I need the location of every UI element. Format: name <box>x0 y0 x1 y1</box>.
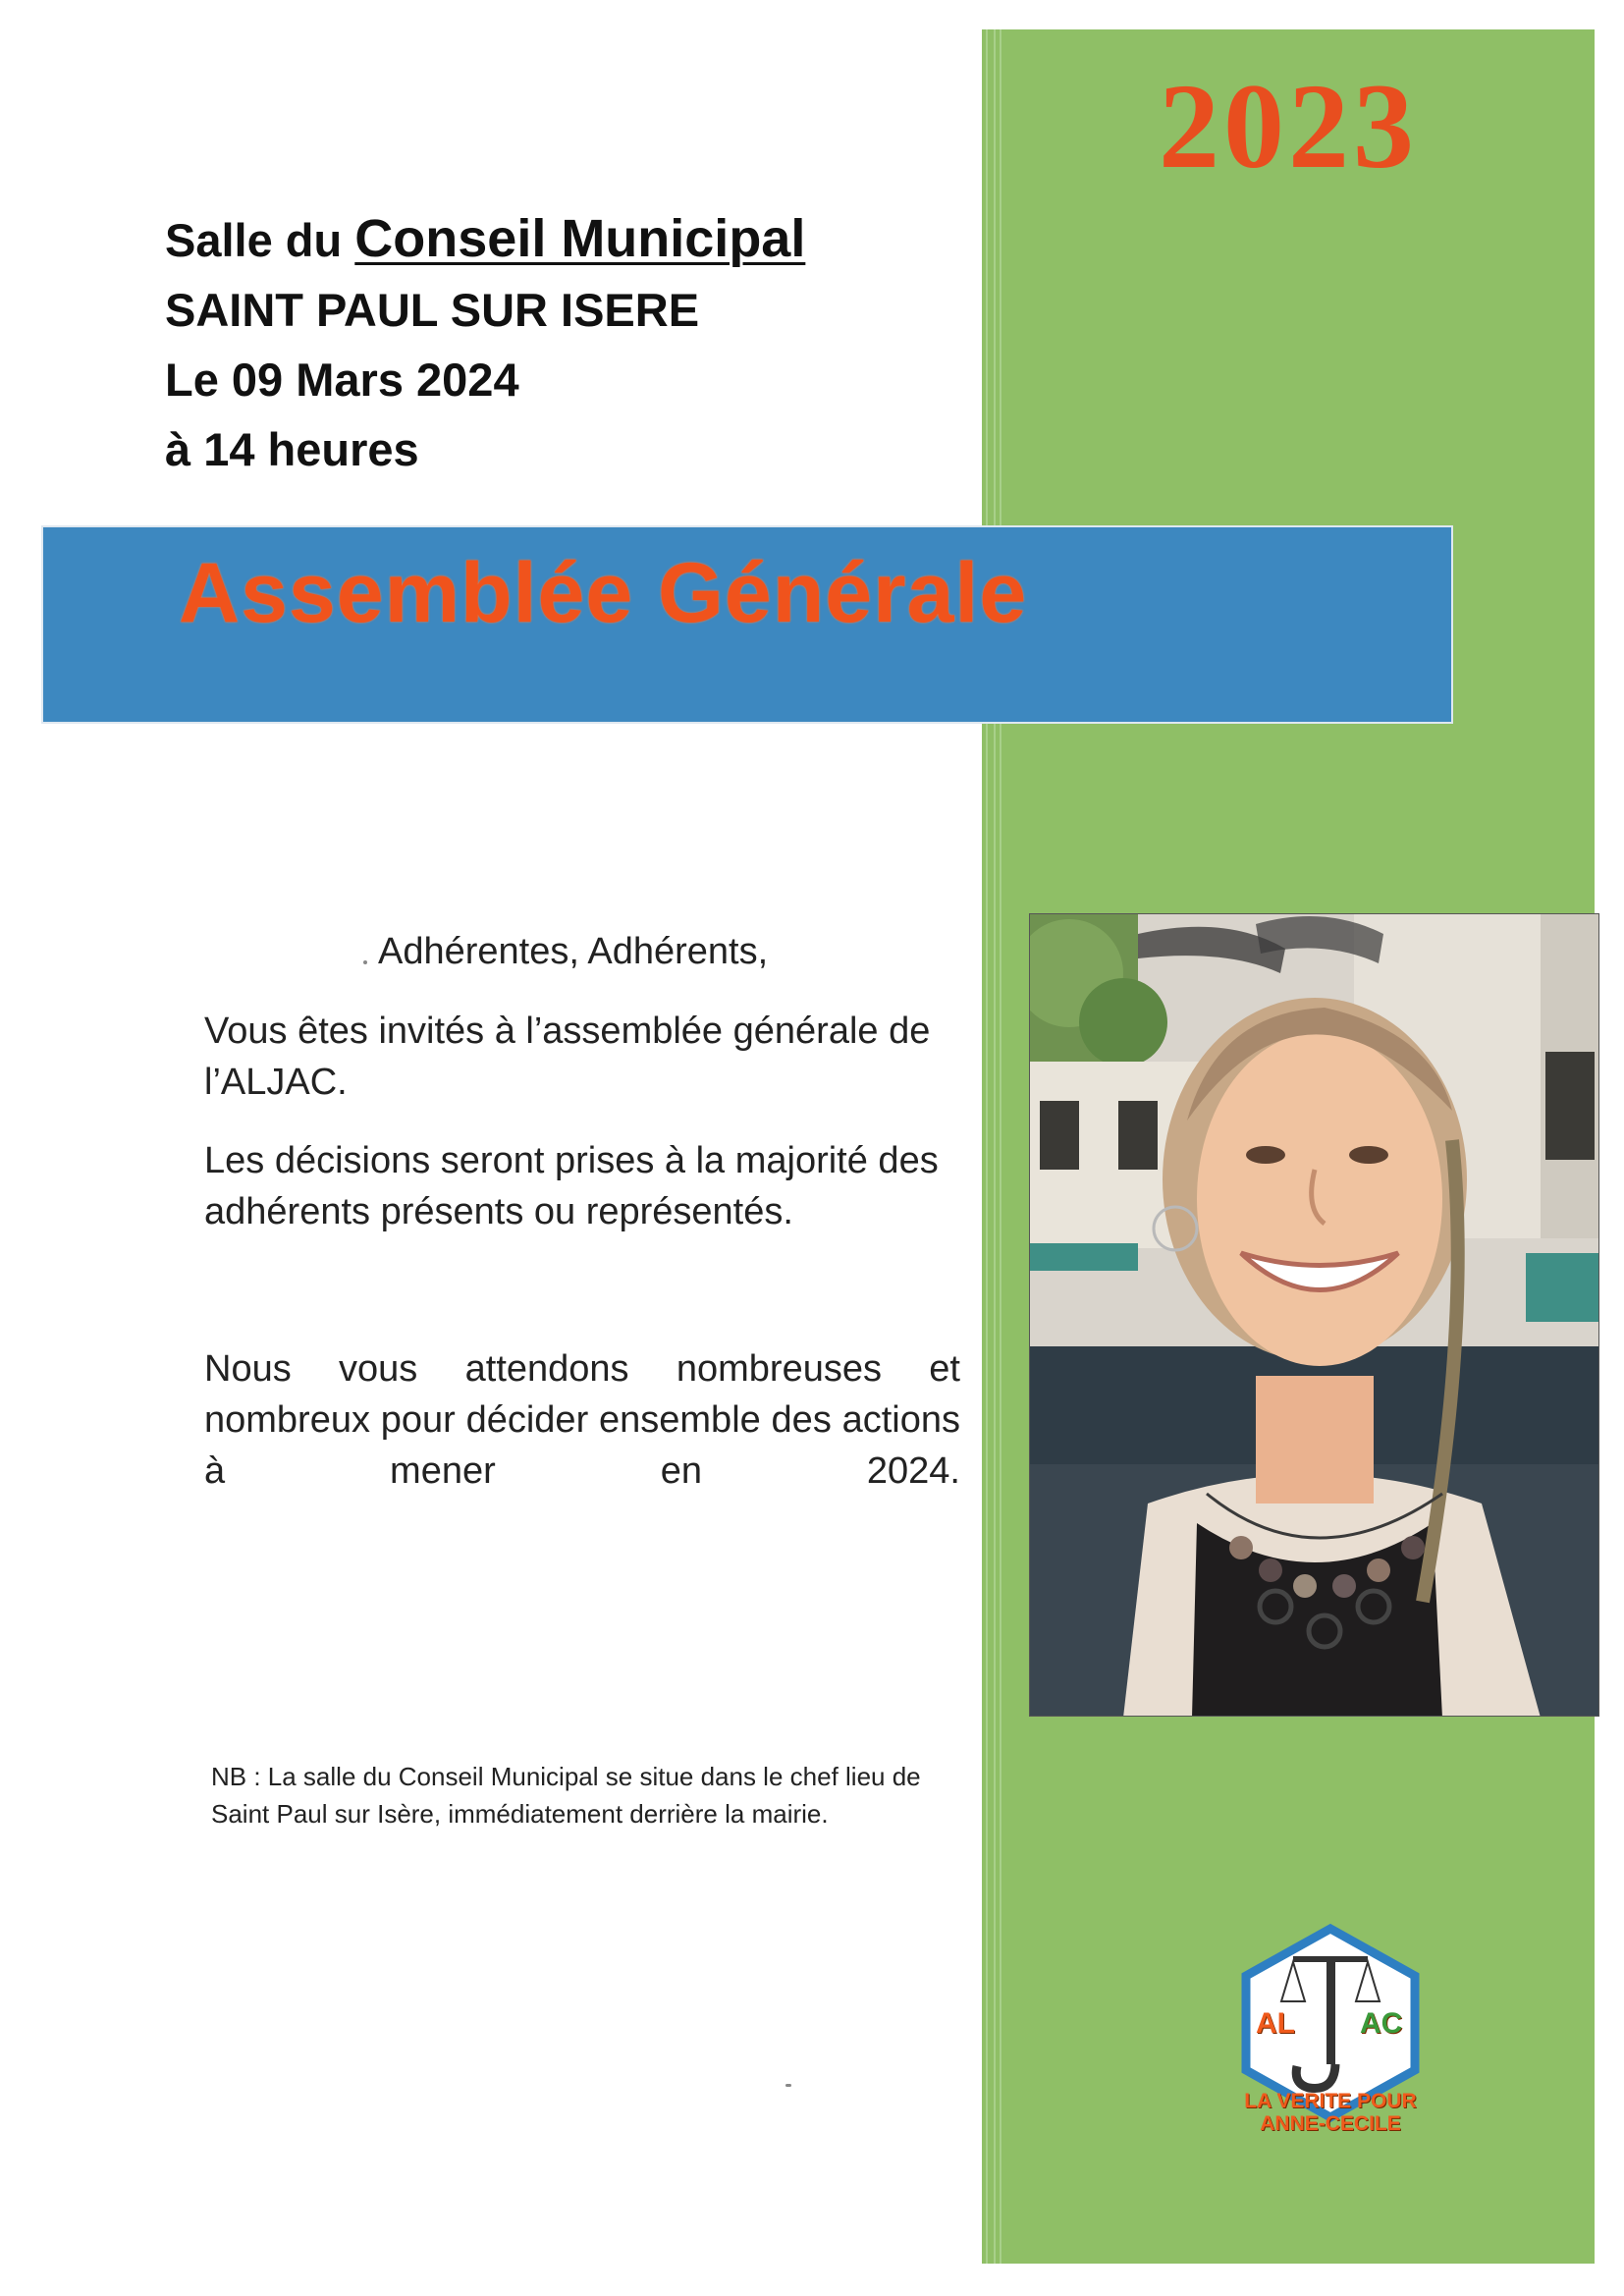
scan-speck <box>363 960 367 964</box>
banner-title: Assemblée Générale <box>179 546 1028 640</box>
event-time: à 14 heures <box>165 423 419 475</box>
paragraph-call: Nous vous attendons nombreuses et nombreux pour décider ensemble des actions à mener en 2024. <box>204 1348 960 1492</box>
salutation: Adhérentes, Adhérents, <box>378 931 769 972</box>
column-rule <box>994 29 996 2264</box>
year-heading: 2023 <box>1159 59 1418 193</box>
venue-prefix: Salle du <box>165 214 355 266</box>
paragraph-invitation: Vous êtes invités à l’assemblée générale de l’ALJAC. <box>204 1011 931 1103</box>
aljac-logo <box>1232 1923 1429 2149</box>
portrait-photo <box>1029 913 1599 1717</box>
venue-note: NB : La salle du Conseil Municipal se situe dans le chef lieu de Saint Paul sur Isère, immédiatement derrière la mairie. <box>211 1762 921 1829</box>
portrait-illustration <box>1030 914 1599 1717</box>
logo-letters-right: AC <box>1360 2007 1403 2040</box>
column-rule <box>1000 29 1001 2264</box>
column-rule <box>986 29 988 2264</box>
venue-town: SAINT PAUL SUR ISERE <box>165 284 700 336</box>
event-details <box>165 204 805 484</box>
event-date: Le 09 Mars 2024 <box>165 354 519 406</box>
paragraph-decisions: Les décisions seront prises à la majorité des adhérents présents ou représentés. <box>204 1140 939 1232</box>
logo-letters-left: AL <box>1256 2007 1295 2040</box>
venue-line <box>165 204 805 275</box>
venue-emphasis: Conseil Municipal <box>354 209 806 268</box>
title-banner <box>41 525 1453 724</box>
scan-speck <box>785 2084 791 2087</box>
logo-motto-line1: LA VERITE POUR <box>1244 2090 1417 2112</box>
logo-motto-line2: ANNE-CECILE <box>1260 2112 1401 2135</box>
